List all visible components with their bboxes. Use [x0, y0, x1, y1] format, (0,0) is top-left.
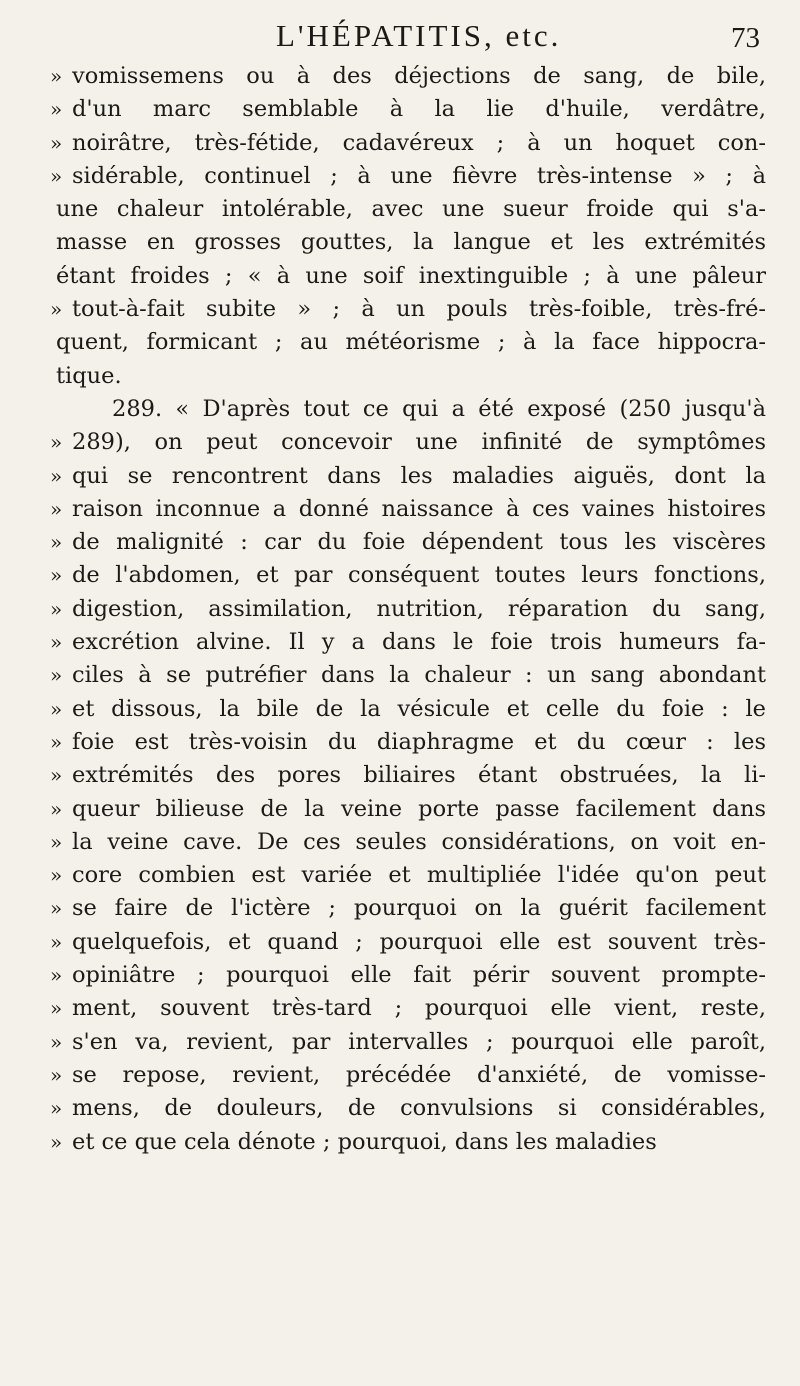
text-line	[50, 726, 766, 759]
text-line	[50, 1059, 766, 1092]
quote-mark: »	[50, 729, 63, 754]
page-number: 73	[731, 22, 760, 54]
text-line	[50, 626, 766, 659]
text-line	[50, 193, 766, 226]
line-text: mens, de douleurs, de convulsions si considérables,	[72, 1095, 766, 1122]
quote-mark: »	[50, 1062, 63, 1087]
text-line	[50, 992, 766, 1025]
text-line	[50, 593, 766, 626]
line-text: étant froides ; « à une soif inextinguible ; à une pâleur	[56, 262, 766, 289]
line-text: vomissemens ou à des déjections de sang, de bile,	[72, 63, 766, 89]
line-text: de malignité : car du foie dépendent tous les viscères	[72, 529, 766, 556]
quote-mark: »	[50, 1129, 63, 1154]
text-line	[50, 1126, 766, 1159]
line-text: digestion, assimilation, nutrition, réparation du sang,	[72, 595, 766, 622]
text-line	[50, 1026, 766, 1059]
line-text: 289), on peut concevoir une infinité de symptômes	[72, 429, 766, 456]
text-line	[50, 793, 766, 826]
line-text: sidérable, continuel ; à une fièvre très-intense » ; à	[72, 162, 766, 189]
quote-mark: »	[50, 896, 63, 921]
text-line	[50, 426, 766, 459]
quote-mark: »	[50, 696, 63, 721]
quote-mark: »	[50, 163, 63, 188]
text-line	[50, 127, 766, 160]
text-line	[50, 360, 766, 393]
quote-mark: »	[50, 596, 63, 621]
line-text: quent, formicant ; au météorisme ; à la face hippocra-	[56, 329, 766, 356]
line-text: raison inconnue a donné naissance à ces vaines histoires	[72, 495, 766, 522]
quote-mark: »	[50, 530, 63, 555]
line-text: excrétion alvine. Il y a dans le foie trois humeurs fa-	[72, 629, 766, 656]
line-text: s'en va, revient, par intervalles ; pourquoi elle paroît,	[72, 1028, 766, 1055]
quote-mark: »	[50, 97, 63, 122]
line-text: et dissous, la bile de la vésicule et celle du foie : le	[72, 695, 766, 722]
text-line	[50, 559, 766, 592]
text-line	[50, 659, 766, 692]
line-text: une chaleur intolérable, avec une sueur froide qui s'a-	[56, 196, 766, 223]
quote-mark: »	[50, 829, 63, 854]
text-line	[50, 693, 766, 726]
line-text: ciles à se putréfier dans la chaleur : un sang abondant	[72, 662, 766, 689]
line-text: d'un marc semblable à la lie d'huile, verdâtre,	[72, 96, 766, 123]
line-text: se faire de l'ictère ; pourquoi on la guérit facilement	[72, 895, 766, 922]
quote-mark: »	[50, 297, 63, 322]
text-line	[50, 892, 766, 925]
text-line	[50, 959, 766, 992]
line-text: foie est très-voisin du diaphragme et du cœur : les	[72, 728, 766, 755]
quote-mark: »	[50, 763, 63, 788]
quote-mark: »	[50, 463, 63, 488]
quote-mark: »	[50, 796, 63, 821]
running-title: L'HÉPATITIS, etc.	[276, 18, 562, 53]
running-head	[56, 12, 760, 62]
line-text: noirâtre, très-fétide, cadavéreux ; à un hoquet con-	[72, 129, 766, 156]
line-text: quelquefois, et quand ; pourquoi elle est souvent très-	[72, 928, 766, 955]
quote-mark: »	[50, 1029, 63, 1054]
text-line	[50, 160, 766, 193]
quote-mark: »	[50, 496, 63, 521]
quote-mark: »	[50, 64, 63, 88]
line-text: queur bilieuse de la veine porte passe facilement dans	[72, 795, 766, 822]
text-line	[50, 1092, 766, 1125]
text-line	[50, 826, 766, 859]
text-line	[50, 293, 766, 326]
quote-mark: »	[50, 630, 63, 655]
line-text: tique.	[56, 362, 122, 389]
quote-mark: »	[50, 663, 63, 688]
quote-mark: »	[50, 130, 63, 155]
line-text: et ce que cela dénote ; pourquoi, dans les maladies	[72, 1128, 657, 1155]
text-line	[50, 326, 766, 359]
quote-mark: »	[50, 929, 63, 954]
line-text: masse en grosses gouttes, la langue et les extrémités	[56, 229, 766, 256]
quote-mark: »	[50, 996, 63, 1021]
text-line	[50, 93, 766, 126]
line-text: core combien est variée et multipliée l'idée qu'on peut	[72, 862, 766, 889]
text-line	[50, 393, 766, 426]
text-line	[50, 926, 766, 959]
quote-mark: »	[50, 963, 63, 988]
line-text: tout-à-fait subite » ; à un pouls très-foible, très-fré-	[72, 296, 766, 323]
quote-mark: »	[50, 430, 63, 455]
text-line	[50, 859, 766, 892]
text-line	[50, 759, 766, 792]
text-line	[50, 526, 766, 559]
text-line	[50, 493, 766, 526]
line-text: 289. « D'après tout ce qui a été exposé (250 jusqu'à	[112, 395, 766, 422]
text-line	[50, 260, 766, 293]
text-line	[50, 60, 766, 93]
quote-mark: »	[50, 1096, 63, 1121]
text-line	[50, 460, 766, 493]
line-text: la veine cave. De ces seules considérations, on voit en-	[72, 828, 766, 855]
quote-mark: »	[50, 563, 63, 588]
line-text: ment, souvent très-tard ; pourquoi elle vient, reste,	[72, 995, 766, 1022]
line-text: extrémités des pores biliaires étant obstruées, la li-	[72, 762, 766, 789]
text-line	[50, 226, 766, 259]
line-text: se repose, revient, précédée d'anxiété, de vomisse-	[72, 1061, 766, 1088]
quote-mark: »	[50, 863, 63, 888]
body-text	[50, 60, 766, 1159]
line-text: de l'abdomen, et par conséquent toutes leurs fonctions,	[72, 562, 766, 589]
line-text: opiniâtre ; pourquoi elle fait périr souvent prompte-	[72, 962, 766, 989]
line-text: qui se rencontrent dans les maladies aiguës, dont la	[72, 462, 766, 489]
